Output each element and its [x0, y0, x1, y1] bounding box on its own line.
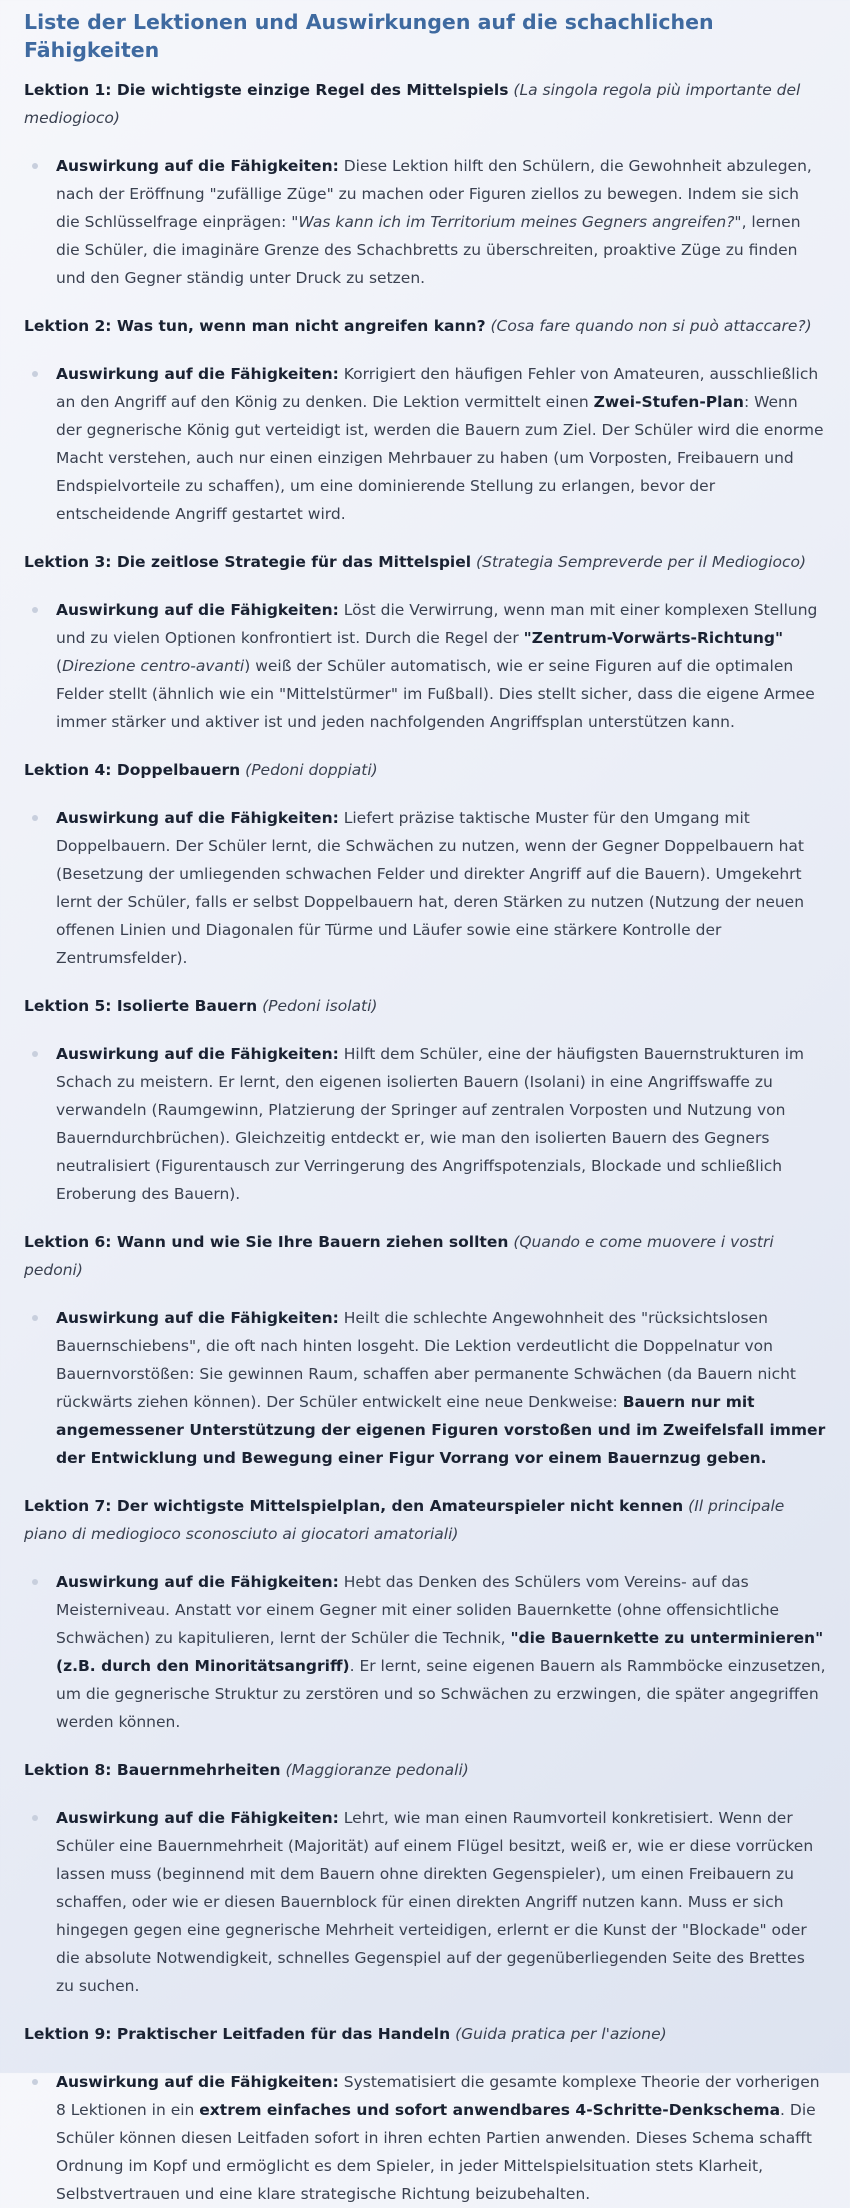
page-title: Liste der Lektionen und Auswirkungen auf die schachlichen Fähigkeiten: [24, 10, 714, 62]
lesson-effects: [24, 596, 826, 736]
lesson-heading: [24, 1228, 826, 1284]
lesson-title: Lektion 4: Doppelbauern: [24, 761, 241, 779]
lesson-subtitle: (Pedoni doppiati): [245, 761, 378, 779]
lesson-heading: [24, 2020, 826, 2048]
key-question: "Was kann ich im Territorium meines Gegners angreifen?": [291, 213, 742, 231]
lesson-heading: [24, 992, 826, 1020]
key-term-italian: Direzione centro-avanti: [62, 657, 245, 675]
lesson-subtitle: (Guida pratica per l'azione): [455, 2025, 667, 2043]
effect-item: [24, 1040, 826, 1208]
effect-item: [24, 152, 826, 292]
lesson-3: [24, 548, 826, 736]
effect-item: [24, 360, 826, 528]
lesson-heading: [24, 1756, 826, 1784]
lesson-subtitle: (La singola regola più importante del mediogioco): [24, 81, 801, 127]
lesson-subtitle: (Cosa fare quando non si può attaccare?): [490, 317, 812, 335]
lesson-effects: [24, 360, 826, 528]
lesson-title: Lektion 6: Wann und wie Sie Ihre Bauern ziehen sollten: [24, 1233, 509, 1251]
effect-text: Systematisiert die gesamte komplexe Theorie der vorherigen 8 Lektionen in ein: [56, 2073, 820, 2119]
effect-label: Auswirkung auf die Fähigkeiten:: [56, 1045, 339, 1063]
effect-text: Löst die Verwirrung, wenn man mit einer komplexen Stellung und zu vielen Optionen konfrontiert ist. Durch die Regel der: [56, 601, 818, 647]
lesson-1: [24, 76, 826, 292]
lesson-heading: [24, 76, 826, 132]
lesson-7: [24, 1492, 826, 1736]
lesson-effects: [24, 1804, 826, 2000]
lesson-title: Lektion 5: Isolierte Bauern: [24, 997, 258, 1015]
lesson-9: [24, 2020, 826, 2208]
effect-label: Auswirkung auf die Fähigkeiten:: [56, 2073, 339, 2091]
lesson-heading: [24, 312, 826, 340]
effect-label: Auswirkung auf die Fähigkeiten:: [56, 1309, 339, 1327]
lesson-title: Lektion 1: Die wichtigste einzige Regel des Mittelspiels: [24, 81, 509, 99]
lesson-5: [24, 992, 826, 1208]
effect-label: Auswirkung auf die Fähigkeiten:: [56, 1573, 339, 1591]
lesson-subtitle: (Maggioranze pedonali): [285, 1761, 469, 1779]
effect-text: Korrigiert den häufigen Fehler von Amateuren, ausschließlich an den Angriff auf den König zu denken. Die Lektion vermittelt einen: [56, 365, 819, 411]
key-term: "Zentrum-Vorwärts-Richtung": [523, 629, 784, 647]
lesson-6: [24, 1228, 826, 1472]
effect-label: Auswirkung auf die Fähigkeiten:: [56, 1809, 339, 1827]
key-term: Zwei-Stufen-Plan: [593, 393, 744, 411]
lesson-subtitle: (Strategia Sempreverde per il Mediogioco): [476, 553, 807, 571]
effect-item: [24, 804, 826, 972]
effect-text: Liefert präzise taktische Muster für den Umgang mit Doppelbauern. Der Schüler lernt, die Schwächen zu nutzen, wenn der Gegner Doppelbauern hat (Besetzung der umliegenden schwachen Felder und direkter Angriff auf die Bauern). Umgekehrt lernt der Schüler, falls er selbst Doppelbauern hat, deren Stärken zu nutzen (Nutzung der neuen offenen Linien und Diagonalen für Türme und Läufer sowie eine stärkere Kontrolle der Zentrumsfelder).: [56, 809, 805, 967]
lesson-title: Lektion 9: Praktischer Leitfaden für das Handeln: [24, 2025, 451, 2043]
lesson-effects: [24, 2068, 826, 2208]
lesson-heading: [24, 1492, 826, 1548]
effect-text: , lernen die Schüler, die imaginäre Grenze des Schachbretts zu überschreiten, proaktive Züge zu finden und den Gegner ständig unter Druck zu setzen.: [56, 213, 801, 287]
lesson-8: [24, 1756, 826, 2000]
lesson-effects: [24, 1304, 826, 1472]
effect-label: Auswirkung auf die Fähigkeiten:: [56, 809, 339, 827]
lesson-2: [24, 312, 826, 528]
lesson-4: [24, 756, 826, 972]
effect-text: Heilt die schlechte Angewohnheit des "rücksichtslosen Bauernschiebens", die oft nach hinten losgeht. Die Lektion verdeutlicht die Doppelnatur von Bauernvorstößen: Sie gewinnen Raum, schaffen aber permanente Schwächen (da Bauern nicht rückwärts ziehen können). Der Schüler entwickelt eine neue Denkweise:: [56, 1309, 797, 1411]
effect-item: [24, 1304, 826, 1472]
effect-text: (: [56, 657, 63, 675]
key-term: extrem einfaches und sofort anwendbares 4-Schritte-Denkschema: [199, 2101, 781, 2119]
effect-text: . Er lernt, seine eigenen Bauern als Rammböcke einzusetzen, um die gegnerische Struktur zu zerstören und so Schwächen zu erzwingen, die später angegriffen werden können.: [56, 1657, 826, 1731]
key-term: "die Bauernkette zu unterminieren" (z.B. durch den Minoritätsangriff): [56, 1629, 824, 1675]
lesson-effects: [24, 1568, 826, 1736]
effect-text: ) weiß der Schüler automatisch, wie er seine Figuren auf die optimalen Felder stellt (ähnlich wie ein "Mittelstürmer" im Fußball). Dies stellt sicher, dass die eigene Armee immer stärker und aktiver ist und jeden nachfolgenden Angriffsplan unterstützen kann.: [56, 657, 815, 731]
lesson-title: Lektion 3: Die zeitlose Strategie für das Mittelspiel: [24, 553, 472, 571]
effect-text: Hebt das Denken des Schülers vom Vereins- auf das Meisterniveau. Anstatt vor einem Gegner mit einer soliden Bauernkette (ohne offensichtliche Schwächen) zu kapitulieren, lernt der Schüler die Technik,: [56, 1573, 780, 1647]
effect-item: [24, 1568, 826, 1736]
effect-label: Auswirkung auf die Fähigkeiten:: [56, 365, 339, 383]
lesson-heading: [24, 548, 826, 576]
lesson-heading: [24, 756, 826, 784]
lesson-effects: [24, 804, 826, 972]
lesson-subtitle: (Il principale piano di mediogioco sconosciuto ai giocatori amatoriali): [24, 1497, 785, 1543]
lesson-title: Lektion 7: Der wichtigste Mittelspielplan, den Amateurspieler nicht kennen: [24, 1497, 684, 1515]
effect-text: : Wenn der gegnerische König gut verteidigt ist, werden die Bauern zum Ziel. Der Schüler wird die enorme Macht verstehen, auch nur einen einzigen Mehrbauer zu haben (um Vorposten, Freibauern und Endspielvorteile zu schaffen), um eine dominierende Stellung zu erlangen, bevor der entscheidende Angriff gestartet wird.: [56, 393, 824, 523]
effect-label: Auswirkung auf die Fähigkeiten:: [56, 601, 339, 619]
lesson-title: Lektion 2: Was tun, wenn man nicht angreifen kann?: [24, 317, 486, 335]
effect-label: Auswirkung auf die Fähigkeiten:: [56, 157, 339, 175]
lesson-effects: [24, 152, 826, 292]
lesson-subtitle: (Quando e come muovere i vostri pedoni): [24, 1233, 774, 1279]
lesson-subtitle: (Pedoni isolati): [262, 997, 378, 1015]
effect-item: [24, 596, 826, 736]
lesson-effects: [24, 1040, 826, 1208]
effect-text: . Die Schüler können diesen Leitfaden sofort in ihren echten Partien anwenden. Dieses Schema schafft Ordnung im Kopf und ermöglicht es dem Spieler, in jeder Mittelspielsituation stets Klarheit, Selbstvertrauen und eine klare strategische Richtung beizubehalten.: [56, 2101, 816, 2203]
effect-text: Diese Lektion hilft den Schülern, die Gewohnheit abzulegen, nach der Eröffnung "zufällige Züge" zu machen oder Figuren ziellos zu bewegen. Indem sie sich die Schlüsselfrage einprägen:: [56, 157, 812, 231]
effect-text: Lehrt, wie man einen Raumvorteil konkretisiert. Wenn der Schüler eine Bauernmehrheit (Majorität) auf einem Flügel besitzt, weiß er, wie er diese vorrücken lassen muss (beginnend mit dem Bauern ohne direkten Gegenspieler), um einen Freibauern zu schaffen, oder wie er diesen Bauernblock für einen direkten Angriff nutzen kann. Muss er sich hingegen gegen eine gegnerische Mehrheit verteidigen, erlernt er die Kunst der "Blockade" oder die absolute Notwendigkeit, schnelles Gegenspiel auf der gegenüberliegenden Seite des Brettes zu suchen.: [56, 1809, 814, 1995]
effect-item: [24, 2068, 826, 2208]
effect-item: [24, 1804, 826, 2000]
effect-text: Hilft dem Schüler, eine der häufigsten Bauernstrukturen im Schach zu meistern. Er lernt, den eigenen isolierten Bauern (Isolani) in eine Angriffswaffe zu verwandeln (Raumgewinn, Platzierung der Springer auf zentralen Vorposten und Nutzung von Bauerndurchbrüchen). Gleichzeitig entdeckt er, wie man den isolierten Bauern des Gegners neutralisiert (Figurentausch zur Verringerung des Angriffspotenzials, Blockade und schließlich Eroberung des Bauern).: [56, 1045, 805, 1203]
key-term: Bauern nur mit angemessener Unterstützung der eigenen Figuren vorstoßen und im Zweifelsfall immer der Entwicklung und Bewegung einer Figur Vorrang vor einem Bauernzug geben.: [56, 1393, 826, 1467]
lesson-title: Lektion 8: Bauernmehrheiten: [24, 1761, 281, 1779]
